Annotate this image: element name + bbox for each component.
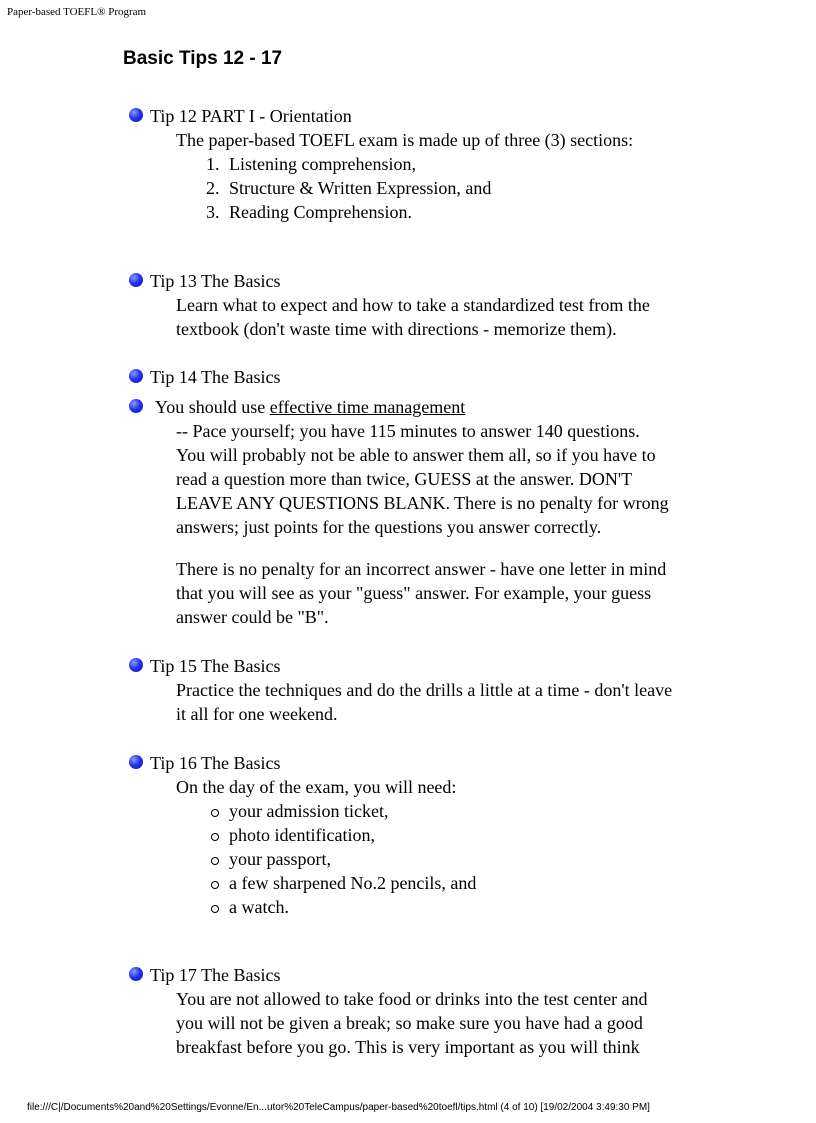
tip-14-label: Tip 14 The Basics <box>150 367 281 387</box>
tip-17-label: Tip 17 The Basics <box>150 965 281 985</box>
tip-12-label: Tip 12 PART I - Orientation <box>150 106 352 126</box>
list-item: photo identification, <box>176 823 729 847</box>
tip-12 <box>129 104 729 224</box>
hollow-circle-icon <box>211 905 219 913</box>
list-item: a watch. <box>176 895 729 919</box>
blue-ball-bullet-icon <box>129 967 143 981</box>
list-item: a few sharpened No.2 pencils, and <box>176 871 729 895</box>
tip-15-line: it all for one weekend. <box>176 704 338 724</box>
time-management-line: You should use effective time management <box>155 397 466 417</box>
tip-14-paragraph-1: -- Pace yourself; you have 115 minutes to answer 140 questions. You will probably not be able to answer them all, so if you have to read a question more than twice, GUESS at the answer. DON'T LEAVE ANY QUESTIONS BLANK. There is no penalty for wrong answers; just points for the questions you answer correctly. <box>176 421 669 537</box>
blue-ball-bullet-icon <box>129 755 143 769</box>
tip-17-line: You are not allowed to take food or drinks into the test center and <box>176 989 648 1009</box>
hollow-circle-icon <box>211 881 219 889</box>
sections-list <box>176 152 729 224</box>
page-footer: file:///C|/Documents%20and%20Settings/Evonne/En...utor%20TeleCampus/paper-based%20toefl/tips.html (4 of 10) [19/02/2004 3:49:30 PM] <box>27 1102 650 1113</box>
list-item: your admission ticket, <box>176 799 729 823</box>
tip-13 <box>129 269 729 341</box>
tip-12-intro: The paper-based TOEFL exam is made up of three (3) sections: <box>176 130 634 150</box>
blue-ball-bullet-icon <box>129 108 143 122</box>
blue-ball-bullet-icon <box>129 658 143 672</box>
blue-ball-bullet-icon <box>129 399 143 413</box>
list-item: 1. Listening comprehension, <box>206 154 416 174</box>
hollow-circle-icon <box>211 833 219 841</box>
page-title: Basic Tips 12 - 17 <box>123 48 283 69</box>
tip-13-line: Learn what to expect and how to take a standardized test from the <box>176 295 650 315</box>
tip-17-line: breakfast before you go. This is very important as you will think <box>176 1037 640 1057</box>
blue-ball-bullet-icon <box>129 273 143 287</box>
tip-14 <box>129 365 729 629</box>
hollow-circle-icon <box>211 857 219 865</box>
tip-16-label: Tip 16 The Basics <box>150 753 281 773</box>
list-item: 2. Structure & Written Expression, and <box>206 178 492 198</box>
tip-13-line: textbook (don't waste time with directions - memorize them). <box>176 319 617 339</box>
tip-13-label: Tip 13 The Basics <box>150 271 281 291</box>
tip-15-label: Tip 15 The Basics <box>150 656 281 676</box>
tip-17-line: you will not be given a break; so make sure you have had a good <box>176 1013 643 1033</box>
exam-day-list <box>176 799 729 919</box>
tip-15-line: Practice the techniques and do the drills a little at a time - don't leave <box>176 680 673 700</box>
tip-15 <box>129 654 729 726</box>
time-management-link[interactable]: effective time management <box>269 397 466 417</box>
hollow-circle-icon <box>211 809 219 817</box>
tip-17 <box>129 963 729 1059</box>
tip-14-paragraph-2: There is no penalty for an incorrect answer - have one letter in mind that you will see as your "guess" answer. For example, your guess answer could be "B". <box>176 559 667 627</box>
tip-16-intro: On the day of the exam, you will need: <box>176 777 457 797</box>
blue-ball-bullet-icon <box>129 369 143 383</box>
page-header: Paper-based TOEFL® Program <box>7 6 147 18</box>
tip-16 <box>129 751 729 919</box>
list-item: your passport, <box>176 847 729 871</box>
list-item: 3. Reading Comprehension. <box>206 202 412 222</box>
